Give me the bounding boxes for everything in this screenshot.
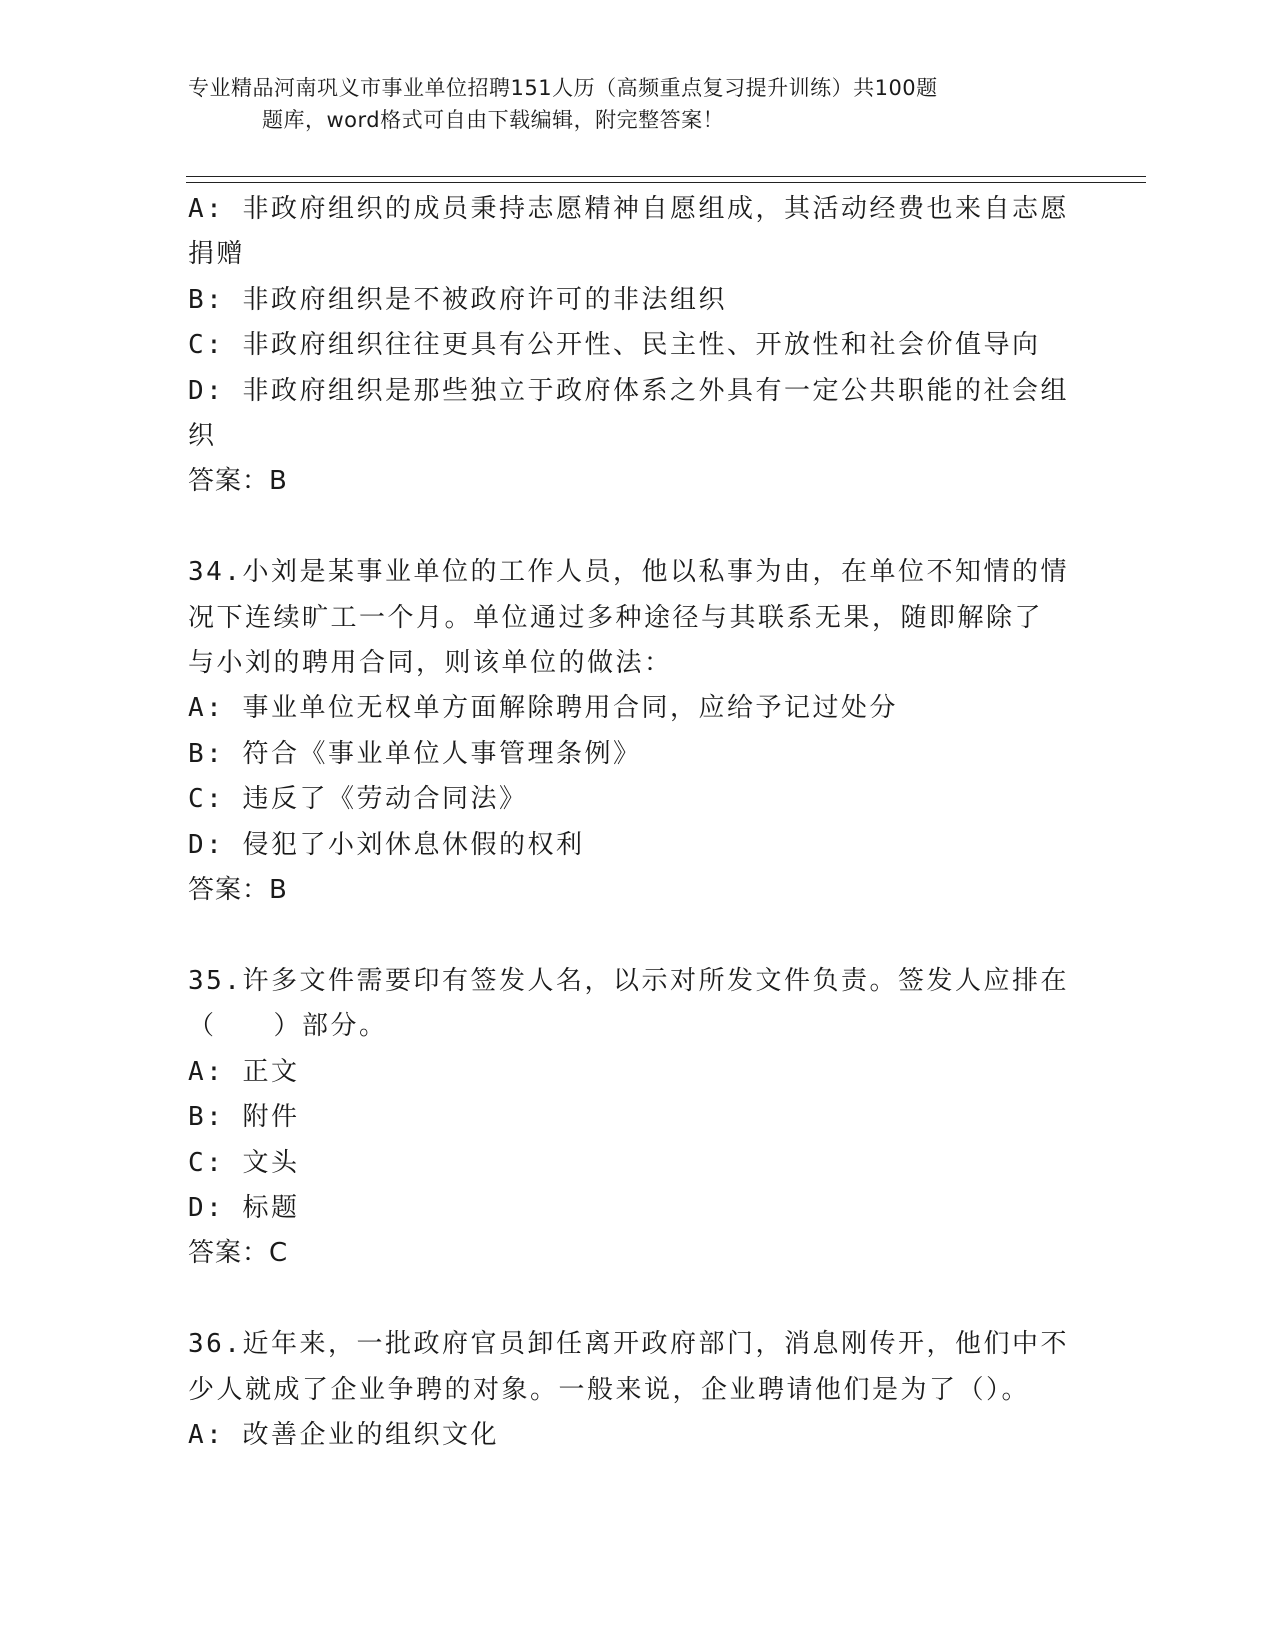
question-36 bbox=[188, 1322, 1088, 1458]
header-title-line2: 题库，word格式可自由下载编辑，附完整答案！ bbox=[262, 108, 725, 132]
q34-stem-line1: 34.小刘是某事业单位的工作人员，他以私事为由，在单位不知情的情 bbox=[188, 557, 1069, 588]
spacer bbox=[188, 505, 1088, 550]
q33-option-b: B: 非政府组织是不被政府许可的非法组织 bbox=[188, 284, 727, 315]
question-33-options bbox=[188, 187, 1088, 505]
q33-option-a-line2: 捐赠 bbox=[188, 239, 246, 270]
q36-option-a: A: 改善企业的组织文化 bbox=[188, 1419, 499, 1450]
header-rule-bottom bbox=[186, 182, 1146, 183]
q34-option-c: C: 违反了《劳动合同法》 bbox=[188, 784, 528, 815]
q35-stem-line1: 35.许多文件需要印有签发人名，以示对所发文件负责。签发人应排在 bbox=[188, 965, 1069, 996]
q35-option-b: B: 附件 bbox=[188, 1102, 300, 1133]
q35-stem-line2: （ ）部分。 bbox=[188, 1011, 388, 1042]
q33-answer: 答案：B bbox=[188, 466, 288, 497]
q35-option-d: D: 标题 bbox=[188, 1192, 300, 1223]
q33-option-a-line1: A: 非政府组织的成员秉持志愿精神自愿组成，其活动经费也来自志愿 bbox=[188, 194, 1069, 224]
q33-option-d-line1: D: 非政府组织是那些独立于政府体系之外具有一定公共职能的社会组 bbox=[188, 375, 1069, 406]
question-35 bbox=[188, 959, 1088, 1277]
q35-option-a: A: 正文 bbox=[188, 1056, 300, 1087]
q34-option-a: A: 事业单位无权单方面解除聘用合同，应给予记过处分 bbox=[188, 693, 898, 724]
question-34 bbox=[188, 550, 1088, 913]
spacer bbox=[188, 1277, 1088, 1322]
q34-option-b: B: 符合《事业单位人事管理条例》 bbox=[188, 738, 642, 769]
q35-answer: 答案：C bbox=[188, 1238, 289, 1269]
q36-stem-line2: 少人就成了企业争聘的对象。一般来说，企业聘请他们是为了（）。 bbox=[188, 1374, 1031, 1405]
document-header bbox=[188, 72, 1068, 136]
q34-answer: 答案：B bbox=[188, 875, 288, 906]
q33-option-c: C: 非政府组织往往更具有公开性、民主性、开放性和社会价值导向 bbox=[188, 330, 1041, 361]
q35-option-c: C: 文头 bbox=[188, 1147, 300, 1178]
q34-stem-line2: 况下连续旷工一个月。单位通过多种途径与其联系无果，随即解除了 bbox=[188, 602, 1044, 633]
header-title-line1: 专业精品河南巩义市事业单位招聘151人历（高频重点复习提升训练）共100题 bbox=[188, 76, 938, 100]
q34-option-d: D: 侵犯了小刘休息休假的权利 bbox=[188, 829, 585, 860]
spacer bbox=[188, 913, 1088, 958]
q33-option-d-line2: 织 bbox=[188, 421, 217, 452]
document-body bbox=[188, 187, 1088, 1458]
q36-stem-line1: 36.近年来，一批政府官员卸任离开政府部门，消息刚传开，他们中不 bbox=[188, 1329, 1069, 1360]
header-rule-top bbox=[186, 176, 1146, 177]
q34-stem-line3: 与小刘的聘用合同，则该单位的做法： bbox=[188, 648, 673, 679]
